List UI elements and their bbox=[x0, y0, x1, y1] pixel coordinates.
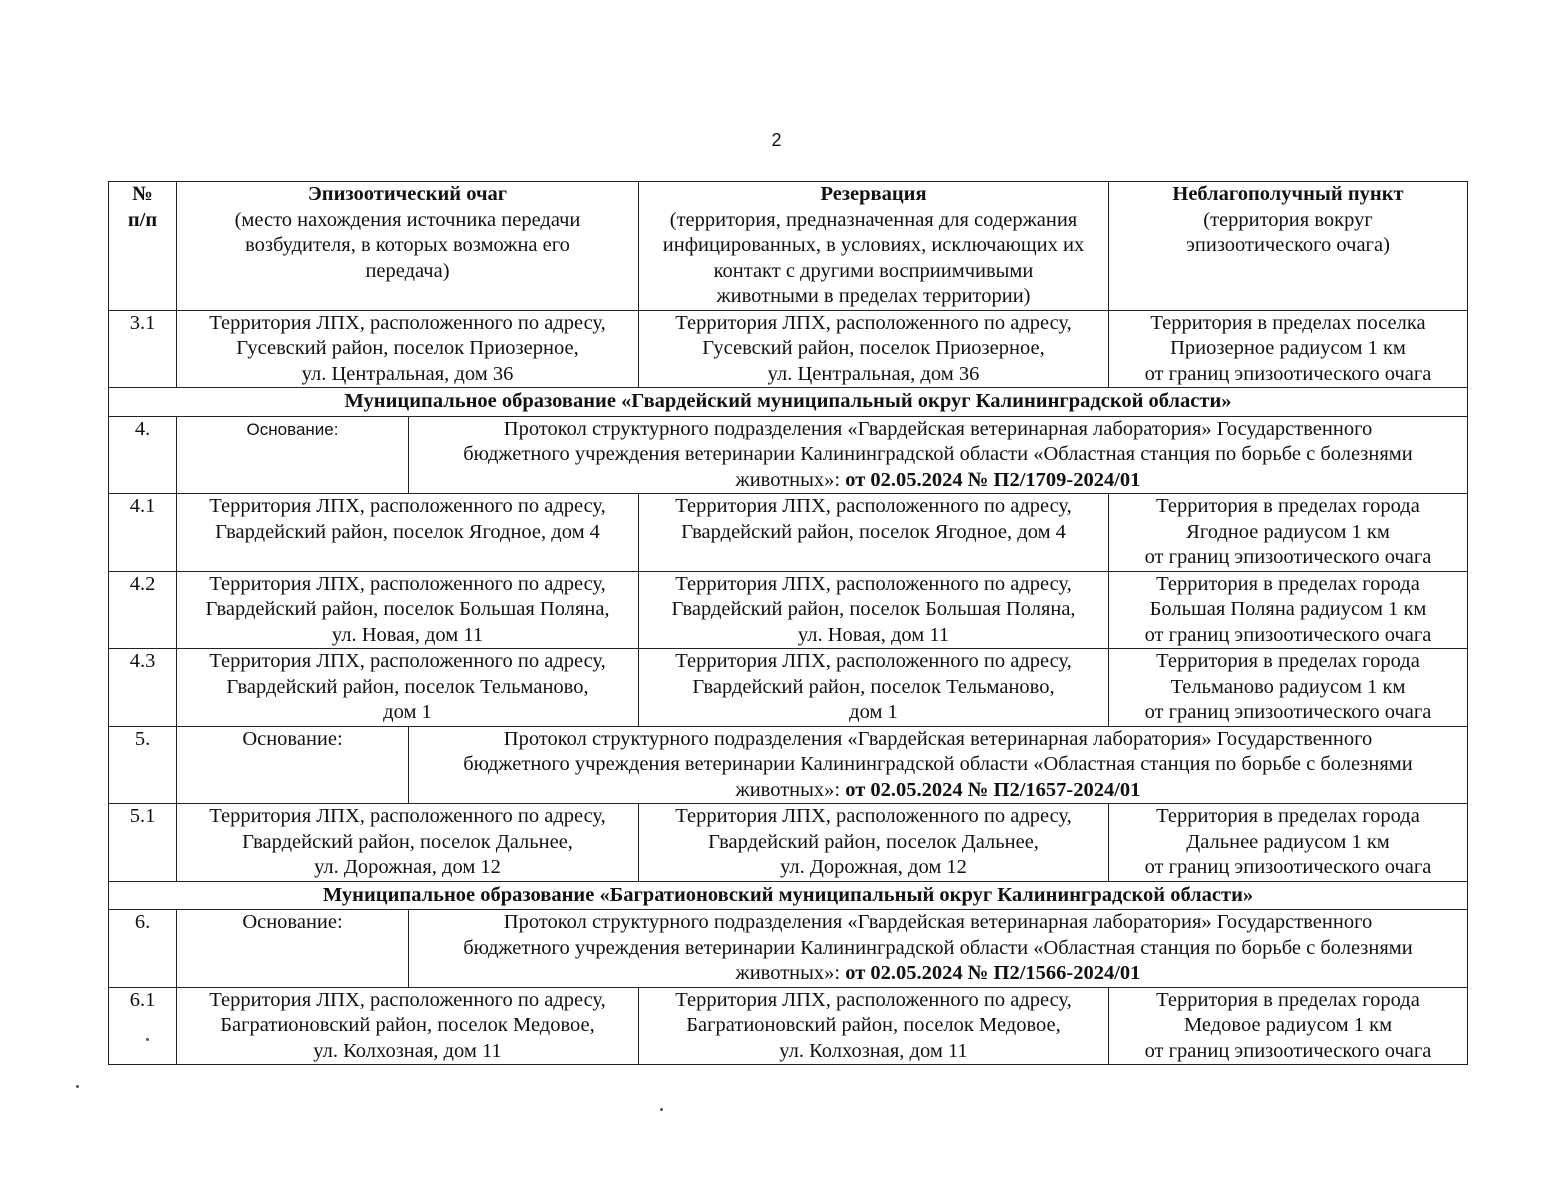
point-cell: Территория в пределах города Большая Поляна радиусом 1 км от границ эпизоотического очага bbox=[1109, 571, 1468, 649]
focus-cell: Территория ЛПХ, расположенного по адресу, Гвардейский район, поселок Большая Поляна, ул. Новая, дом 11 bbox=[177, 571, 639, 649]
basis-row bbox=[109, 910, 1468, 988]
row-number: 5.1 bbox=[109, 804, 177, 882]
scan-speck bbox=[146, 1038, 149, 1041]
point-cell: Территория в пределах поселка Приозерное радиусом 1 км от границ эпизоотического очага bbox=[1109, 310, 1468, 388]
reservation-cell: Территория ЛПХ, расположенного по адресу, Багратионовский район, поселок Медовое, ул. Колхозная, дом 11 bbox=[639, 987, 1109, 1065]
basis-row bbox=[109, 726, 1468, 804]
basis-line bbox=[413, 468, 1463, 494]
section-row bbox=[109, 881, 1468, 910]
basis-label: Основание: bbox=[177, 726, 409, 804]
header-reservation: Резервация (территория, предназначенная для содержания инфицированных, в условиях, исключающих их контакт с другими восприимчивыми животными в пределах территории) bbox=[639, 182, 1109, 311]
row-number: 6.1 bbox=[109, 987, 177, 1065]
section-row bbox=[109, 388, 1468, 417]
row-number: 4.2 bbox=[109, 571, 177, 649]
protocol-number: от 02.05.2024 № П2/1566-2024/01 bbox=[845, 962, 1141, 984]
basis-line: бюджетного учреждения ветеринарии Калининградской области «Областная станция по борьбе с болезнями bbox=[463, 936, 1413, 959]
table-row bbox=[109, 571, 1468, 649]
point-cell: Территория в пределах города Тельманово радиусом 1 км от границ эпизоотического очага bbox=[1109, 649, 1468, 727]
basis-protocol bbox=[409, 726, 1468, 804]
row-number: 4.1 bbox=[109, 494, 177, 572]
point-cell: Территория в пределах города Медовое радиусом 1 км от границ эпизоотического очага bbox=[1109, 987, 1468, 1065]
basis-text: животных»: bbox=[735, 468, 846, 491]
reservation-cell: Территория ЛПХ, расположенного по адресу, Гвардейский район, поселок Дальнее, ул. Дорожная, дом 12 bbox=[639, 804, 1109, 882]
protocol-number: от 02.05.2024 № П2/1657-2024/01 bbox=[845, 778, 1141, 801]
basis-line: Протокол структурного подразделения «Гвардейская ветеринарная лаборатория» Государственного bbox=[503, 417, 1373, 440]
scan-speck bbox=[660, 1108, 663, 1111]
header-point: Неблагополучный пункт (территория вокруг эпизоотического очага) bbox=[1109, 182, 1468, 311]
table-row bbox=[109, 494, 1468, 572]
point-cell: Территория в пределах города Ягодное радиусом 1 км от границ эпизоотического очага bbox=[1109, 494, 1468, 572]
basis-label: Основание: bbox=[177, 910, 409, 988]
row-number: 4.3 bbox=[109, 649, 177, 727]
focus-cell: Территория ЛПХ, расположенного по адресу, Гвардейский район, поселок Дальнее, ул. Дорожная, дом 12 bbox=[177, 804, 639, 882]
row-number: 5. bbox=[109, 726, 177, 804]
page-number: 2 bbox=[771, 130, 782, 150]
basis-text: животных»: bbox=[735, 962, 846, 984]
table-row bbox=[109, 804, 1468, 882]
table-header-row bbox=[109, 182, 1468, 311]
basis-line bbox=[413, 961, 1463, 987]
header-focus: Эпизоотический очаг (место нахождения источника передачи возбудителя, в которых возможна его передача) bbox=[177, 182, 639, 311]
focus-cell: Территория ЛПХ, расположенного по адресу, Багратионовский район, поселок Медовое, ул. Колхозная, дом 11 bbox=[177, 987, 639, 1065]
focus-cell: Территория ЛПХ, расположенного по адресу, Гусевский район, поселок Приозерное, ул. Центральная, дом 36 bbox=[177, 310, 639, 388]
row-number: 6. bbox=[109, 910, 177, 988]
reservation-cell: Территория ЛПХ, расположенного по адресу, Гвардейский район, поселок Большая Поляна, ул. Новая, дом 11 bbox=[639, 571, 1109, 649]
section-title: Муниципальное образование «Багратионовский муниципальный округ Калининградской области» bbox=[109, 881, 1468, 910]
basis-line: бюджетного учреждения ветеринарии Калининградской области «Областная станция по борьбе с болезнями bbox=[463, 753, 1413, 775]
reservation-cell: Территория ЛПХ, расположенного по адресу, Гвардейский район, поселок Тельманово, дом 1 bbox=[639, 649, 1109, 727]
basis-label: Основание: bbox=[177, 416, 409, 494]
header-num: № п/п bbox=[109, 182, 177, 311]
basis-text: животных»: bbox=[735, 778, 846, 801]
point-cell: Территория в пределах города Дальнее радиусом 1 км от границ эпизоотического очага bbox=[1109, 804, 1468, 882]
epizootic-table bbox=[108, 181, 1468, 1065]
row-number: 3.1 bbox=[109, 310, 177, 388]
basis-line: Протокол структурного подразделения «Гвардейская ветеринарная лаборатория» Государственного bbox=[503, 911, 1373, 933]
basis-protocol bbox=[409, 910, 1468, 988]
basis-line: бюджетного учреждения ветеринарии Калининградской области «Областная станция по борьбе с болезнями bbox=[463, 443, 1413, 465]
basis-line: Протокол структурного подразделения «Гвардейская ветеринарная лаборатория» Государственного bbox=[503, 727, 1373, 750]
basis-line bbox=[413, 778, 1463, 804]
table-body bbox=[109, 310, 1468, 1065]
protocol-number: от 02.05.2024 № П2/1709-2024/01 bbox=[845, 468, 1141, 491]
reservation-cell: Территория ЛПХ, расположенного по адресу, Гвардейский район, поселок Ягодное, дом 4 bbox=[639, 494, 1109, 572]
basis-row bbox=[109, 416, 1468, 494]
reservation-cell: Территория ЛПХ, расположенного по адресу, Гусевский район, поселок Приозерное, ул. Центральная, дом 36 bbox=[639, 310, 1109, 388]
scan-speck bbox=[76, 1085, 79, 1088]
section-title: Муниципальное образование «Гвардейский муниципальный округ Калининградской области» bbox=[109, 388, 1468, 417]
table-row bbox=[109, 310, 1468, 388]
row-number: 4. bbox=[109, 416, 177, 494]
basis-protocol bbox=[409, 416, 1468, 494]
table-row bbox=[109, 649, 1468, 727]
focus-cell: Территория ЛПХ, расположенного по адресу, Гвардейский район, поселок Тельманово, дом 1 bbox=[177, 649, 639, 727]
focus-cell: Территория ЛПХ, расположенного по адресу, Гвардейский район, поселок Ягодное, дом 4 bbox=[177, 494, 639, 572]
table-row bbox=[109, 987, 1468, 1065]
